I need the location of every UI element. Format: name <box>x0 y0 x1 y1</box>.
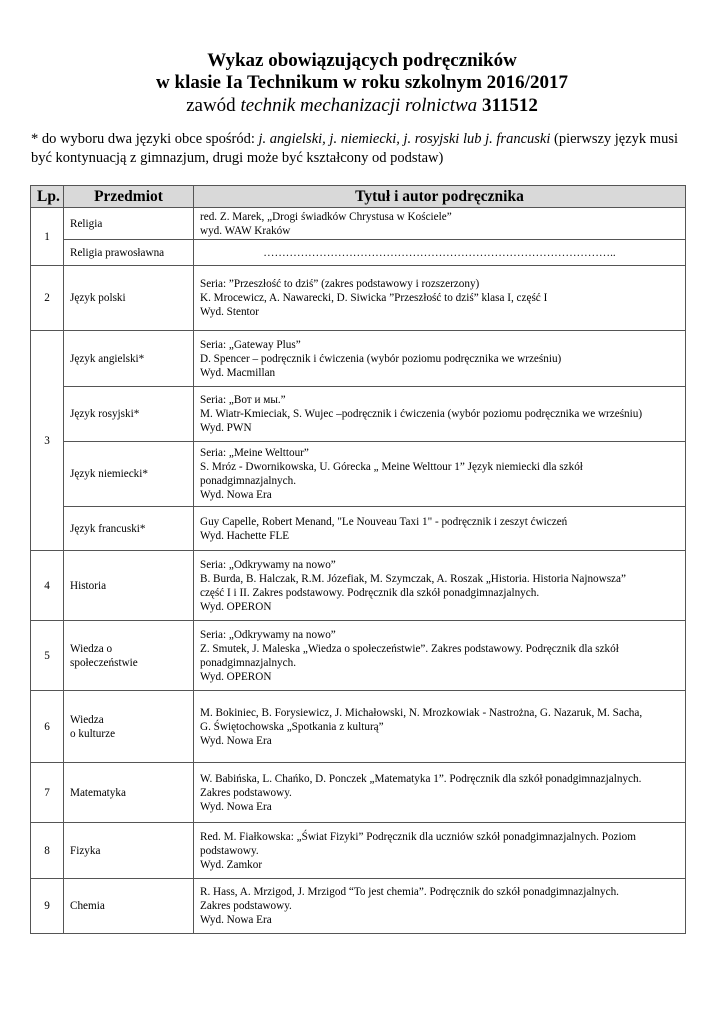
book-line: Seria: „Вот и мы.” <box>200 394 286 406</box>
subject-cell: Język niemiecki* <box>64 442 194 507</box>
subject-cell: Matematyka <box>64 763 194 823</box>
book-line: Wyd. Nowa Era <box>200 800 272 813</box>
title-profession: technik mechanizacji rolnictwa <box>240 95 478 116</box>
subject-cell: Religia <box>64 208 194 240</box>
row-number: 5 <box>31 621 64 691</box>
subject-line: społeczeństwie <box>70 656 138 669</box>
table-row <box>31 442 686 507</box>
document-title <box>0 50 724 117</box>
book-cell: ………………………………………………………………………………….. <box>194 240 686 266</box>
book-line: Wyd. Nowa Era <box>200 489 272 501</box>
row-number: 6 <box>31 691 64 763</box>
row-number: 4 <box>31 551 64 621</box>
table-header-row <box>31 186 686 208</box>
title-line-1: Wykaz obowiązujących podręczników <box>207 50 517 71</box>
header-book: Tytuł i autor podręcznika <box>194 186 686 208</box>
subject-cell: Religia prawosławna <box>64 240 194 266</box>
book-line: ponadgimnazjalnych. <box>200 475 296 487</box>
table-row <box>31 621 686 691</box>
book-cell <box>194 823 686 879</box>
row-number: 2 <box>31 266 64 331</box>
table-row <box>31 507 686 551</box>
book-line: Zakres podstawowy. <box>200 900 292 912</box>
table-row <box>31 691 686 763</box>
header-subject: Przedmiot <box>64 186 194 208</box>
textbook-table <box>30 185 686 934</box>
note-suffix: (pierwszy język musi być kontynuacją z gimnazjum, drugi może być kształcony od podstaw) <box>31 131 679 166</box>
table-row <box>31 879 686 934</box>
book-cell <box>194 507 686 551</box>
table-row <box>31 823 686 879</box>
book-line: Wyd. Nowa Era <box>200 734 272 747</box>
book-cell <box>194 266 686 331</box>
book-line: B. Burda, B. Halczak, R.M. Józefiak, M. Szymczak, A. Roszak „Historia. Historia Najnowsza” <box>200 572 626 585</box>
book-line: Wyd. OPERON <box>200 670 272 683</box>
book-line: ponadgimnazjalnych. <box>200 656 296 669</box>
book-cell <box>194 387 686 442</box>
book-line: Seria: „Meine Welttour” <box>200 447 309 459</box>
row-number: 8 <box>31 823 64 879</box>
table-row <box>31 208 686 240</box>
book-line: Wyd. Stentor <box>200 306 259 318</box>
book-line: S. Mróz - Dwornikowska, U. Górecka „ Meine Welttour 1” Język niemiecki dla szkół <box>200 461 583 473</box>
book-line: G. Świętochowska „Spotkania z kulturą” <box>200 720 384 733</box>
book-cell <box>194 691 686 763</box>
book-cell <box>194 442 686 507</box>
book-line: K. Mrocewicz, A. Nawarecki, D. Siwicka ”Przeszłość to dziś” klasa I, część I <box>200 292 548 304</box>
book-line: Wyd. Hachette FLE <box>200 529 290 542</box>
book-line: Wyd. Nowa Era <box>200 914 272 926</box>
book-cell <box>194 621 686 691</box>
row-number: 3 <box>31 331 64 551</box>
table-row <box>31 551 686 621</box>
book-line: Guy Capelle, Robert Menand, "Le Nouveau Taxi 1" - podręcznik i zeszyt ćwiczeń <box>200 515 568 528</box>
subject-cell: Historia <box>64 551 194 621</box>
table-row <box>31 266 686 331</box>
row-number: 9 <box>31 879 64 934</box>
header-lp: Lp. <box>31 186 64 208</box>
subject-cell: Język rosyjski* <box>64 387 194 442</box>
book-line: Seria: „Odkrywamy na nowo” <box>200 628 336 641</box>
title-code: 311512 <box>481 95 538 116</box>
book-line: W. Babińska, L. Chańko, D. Ponczek „Matematyka 1”. Podręcznik dla szkół ponadgimnazjalnych. <box>200 772 642 785</box>
book-line: Wyd. OPERON <box>200 600 272 613</box>
book-line: część I i II. Zakres podstawowy. Podręcznik dla szkół ponadgimnazjalnych. <box>200 586 540 599</box>
book-cell <box>194 208 686 240</box>
book-line: Wyd. Zamkor <box>200 858 263 871</box>
language-note <box>31 130 691 168</box>
subject-cell <box>64 621 194 691</box>
book-line: Z. Smutek, J. Maleska „Wiedza o społeczeństwie”. Zakres podstawowy. Podręcznik dla szkół <box>200 642 619 655</box>
title-line-2: w klasie Ia Technikum w roku szkolnym 2016/2017 <box>156 72 568 93</box>
book-line: D. Spencer – podręcznik i ćwiczenia (wybór poziomu podręcznika we wrześniu) <box>200 352 562 365</box>
book-line: Seria: „Gateway Plus” <box>200 338 301 351</box>
subject-cell: Fizyka <box>64 823 194 879</box>
book-line: R. Hass, A. Mrzigod, J. Mrzigod “To jest chemia”. Podręcznik do szkół ponadgimnazjalnych. <box>200 886 619 898</box>
book-line: Wyd. PWN <box>200 422 252 434</box>
book-line: Zakres podstawowy. <box>200 786 292 799</box>
subject-cell: Chemia <box>64 879 194 934</box>
book-line: podstawowy. <box>200 844 259 857</box>
note-languages: j. angielski, j. niemiecki, j. rosyjski lub j. francuski <box>258 131 551 147</box>
book-cell <box>194 331 686 387</box>
subject-line: Wiedza o <box>70 642 113 655</box>
row-number: 1 <box>31 208 64 266</box>
subject-line: o kulturze <box>70 727 116 740</box>
book-line: Seria: „Odkrywamy na nowo” <box>200 558 336 571</box>
title-prefix: zawód <box>186 95 236 116</box>
subject-line: Wiedza <box>70 713 104 726</box>
title-line-3 <box>0 94 724 117</box>
book-cell <box>194 551 686 621</box>
subject-cell: Język francuski* <box>64 507 194 551</box>
book-line: M. Wiatr-Kmieciak, S. Wujec –podręcznik i ćwiczenia (wybór poziomu podręcznika we wrześniu) <box>200 408 643 420</box>
book-line: M. Bokiniec, B. Forysiewicz, J. Michałowski, N. Mrozkowiak - Nastrożna, G. Nazaruk, M. Sacha, <box>200 706 643 719</box>
table-row <box>31 331 686 387</box>
note-prefix: * do wyboru dwa języki obce spośród: <box>31 131 255 147</box>
book-cell <box>194 879 686 934</box>
book-line: red. Z. Marek, „Drogi świadków Chrystusa w Kościele” <box>200 210 452 223</box>
table-row <box>31 240 686 266</box>
book-line: wyd. WAW Kraków <box>200 224 291 237</box>
book-line: Seria: ”Przeszłość to dziś” (zakres podstawowy i rozszerzony) <box>200 278 480 290</box>
book-line: Wyd. Macmillan <box>200 366 276 379</box>
table-row <box>31 763 686 823</box>
subject-cell: Język polski <box>64 266 194 331</box>
book-cell <box>194 763 686 823</box>
subject-cell: Język angielski* <box>64 331 194 387</box>
book-line: Red. M. Fiałkowska: „Świat Fizyki” Podręcznik dla uczniów szkół ponadgimnazjalnych. Poziom <box>200 830 636 843</box>
table-row <box>31 387 686 442</box>
subject-cell <box>64 691 194 763</box>
row-number: 7 <box>31 763 64 823</box>
